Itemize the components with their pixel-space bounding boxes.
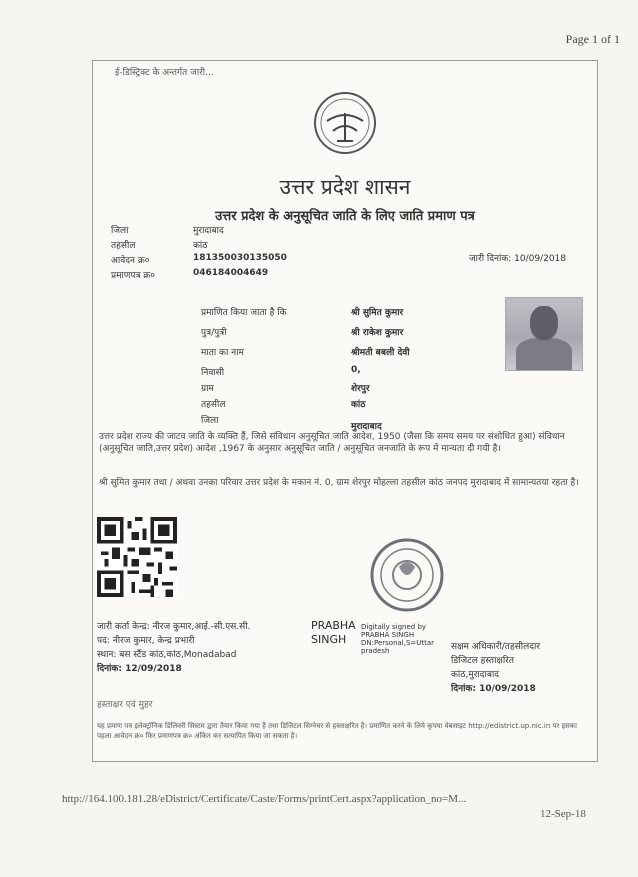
top-note: ई-डिस्ट्रिक्ट के अन्तर्गत जारी... — [115, 68, 214, 78]
issuer-date: दिनांक: 12/09/2018 — [97, 664, 182, 674]
issuer-location: स्थान: बस स्टैंड कांठ,कांठ,Monadabad — [97, 650, 237, 660]
issuer-center: जारी कर्ता केन्द्र: नीरज कुमार,आई.-सी.एस.सी. — [97, 622, 251, 632]
issue-date: जारी दिनांक: 10/09/2018 — [469, 254, 566, 264]
tehsil-value: कांठ — [193, 241, 208, 251]
page-number: Page 1 of 1 — [565, 32, 620, 46]
stamp-label: हस्ताक्षर एवं मुहर — [97, 700, 153, 710]
field-value-tehsil: कांठ — [351, 400, 366, 410]
digital-sign-line: PRABHA SINGH — [361, 631, 415, 639]
field-value-district: मुरादाबाद — [351, 422, 382, 432]
district-label: जिला — [111, 226, 129, 236]
residence-paragraph: श्री सुमित कुमार तथा / अथवा उनका परिवार उत्तर प्रदेश के मकान नं. 0, ग्राम शेरपुर मोहल्ला तहसील कांठ जनपद मुरादाबाद में सामान्यतया रहता है। — [99, 478, 579, 488]
tehsil-label: तहसील — [111, 241, 136, 251]
issuer-designation: पद: नीरज कुमार, केन्द्र प्रभारी — [97, 636, 195, 646]
qr-code-icon — [97, 517, 177, 597]
application-no-label: आवेदन क्र० — [111, 256, 150, 266]
footer-note: यह प्रमाण पत्र इलेक्ट्रॉनिक डिलिवरी सिस्टम द्वारा तैयार किया गया है तथा डिजिटल सिग्नेचर से हस्ताक्षरित है। प्रमाणित करने के लिये कृपया वेबसाइट http://edistrict.up.nic.in पर इसका पहला आवेदन क्र० फिर प्रमाणपत्र क्र० अंकित कर सत्यापित किया जा सकता है। — [97, 722, 577, 740]
certificate-state-title: उत्तर प्रदेश शासन — [279, 175, 411, 199]
applicant-photo — [505, 297, 583, 371]
field-label-village: ग्राम — [201, 384, 214, 394]
field-label-resident: निवासी — [201, 368, 225, 378]
field-value-village: शेरपुर — [351, 384, 370, 394]
certificate-no-label: प्रमाणपत्र क्र० — [111, 271, 155, 281]
field-label-district: जिला — [201, 416, 219, 426]
signer-name: PRABHA SINGH — [311, 619, 356, 646]
field-value-resident: 0, — [351, 365, 361, 375]
application-no-value: 181350030135050 — [193, 253, 287, 263]
authority-digital: डिजिटल हस्ताक्षरित — [451, 656, 514, 666]
field-label-certified: प्रमाणित किया जाता है कि — [201, 308, 287, 318]
print-url: http://164.100.181.28/eDistrict/Certificate/Caste/Forms/printCert.aspx?application_no=M... — [62, 793, 467, 805]
field-label-tehsil: तहसील — [201, 400, 226, 410]
digital-sign-line: pradesh — [361, 647, 390, 655]
authority-place: कांठ,मुरादाबाद — [451, 670, 500, 680]
field-label-parent: पुत्र/पुत्री — [201, 328, 227, 338]
official-seal-icon — [369, 537, 445, 613]
digital-signature-block — [361, 623, 434, 655]
field-value-name: श्री सुमित कुमार — [351, 308, 404, 318]
district-value: मुरादाबाद — [193, 226, 224, 236]
authority-date: दिनांक: 10/09/2018 — [451, 684, 536, 694]
field-value-mother: श्रीमती बबली देवी — [351, 348, 410, 358]
caste-declaration-paragraph: उत्तर प्रदेश राज्य की जाटव जाति के व्यक्ति हैं, जिसे संविधान अनुसूचित जाति आदेश, 1950 (जैसा कि समय समय पर संशोधित हुआ) संविधान (अनुसूचित जाति,उत्तर प्रदेश) आदेश ,1967 के अनुसार अनुसूचित जाति / अनुसूचित जनजाति के रूप में मान्यता दी गयी है। — [99, 432, 565, 454]
digital-sign-line: Digitally signed by — [361, 623, 427, 631]
certificate-no-value: 046184004649 — [193, 268, 269, 278]
certificate-doc-title: उत्तर प्रदेश के अनुसूचित जाति के लिए जाति प्रमाण पत्र — [215, 209, 475, 224]
state-emblem-icon — [313, 91, 377, 155]
print-date: 12-Sep-18 — [540, 808, 586, 820]
field-label-mother: माता का नाम — [201, 348, 244, 358]
authority-title: सक्षम अधिकारी/तहसीलदार — [451, 642, 541, 652]
field-value-father: श्री राकेश कुमार — [351, 328, 404, 338]
digital-sign-line: DN:Personal,S=Uttar — [361, 639, 435, 647]
caste-certificate — [92, 60, 598, 762]
